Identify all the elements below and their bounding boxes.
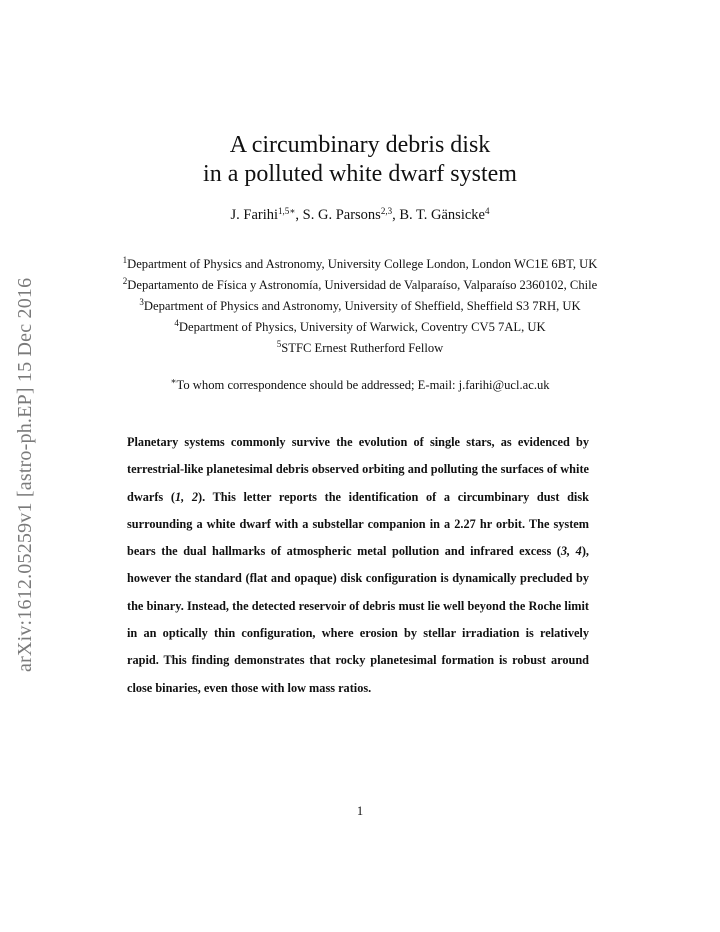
page-number: 1 [356, 804, 364, 818]
title-line-1: A circumbinary debris disk [229, 132, 491, 158]
paper-title [0, 131, 720, 189]
affiliation: $^4$Department of Physics, University of Warwick, Coventry CV5 7AL, UK [174, 318, 546, 334]
abstract: Planetary systems commonly survive the evolution of single stars, as evidenced by terrestrial-like planetesimal debris observed orbiting and polluting the surfaces of white dwarfs (1, 2). This letter reports the identification of a circumbinary dust disk surrounding a white dwarf with a substellar companion in a 2.27 hr orbit. The system bears the dual hallmarks of atmospheric metal pollution and infrared excess (3, 4), however the standard (flat and opaque) disk configuration is dynamically precluded by the binary. Instead, the detected reservoir of debris must lie well beyond the Roche limit in an optically thin configuration, where erosion by stellar irradiation is relatively rapid. This finding demonstrates that rocky planetesimal formation is robust around close binaries, even those with low mass ratios. [127, 435, 589, 695]
author: J. Farihi$^{1,5∗}$ [230, 206, 296, 223]
author: B. T. Gänsicke$^4$ [399, 206, 490, 223]
correspondence-note: ∗To whom correspondence should be addressed; E-mail: j.farihi@ucl.ac.uk [170, 376, 550, 392]
affiliation-list [0, 254, 720, 359]
title-line-2: in a polluted white dwarf system [203, 161, 517, 187]
affiliation: $^3$Department of Physics and Astronomy, University of Sheffield, Sheffield S3 7RH, UK [139, 297, 581, 313]
author-list: J. Farihi$^{1,5∗}$, S. G. Parsons$^{2,3}$, B. T. Gänsicke$^4$ [230, 206, 490, 223]
arxiv-identifier-stamp: arXiv:1612.05259v1 [astro-ph.EP] 15 Dec 2016 [14, 277, 36, 672]
affiliation: $^2$Departamento de Física y Astronomía, Universidad de Valparaíso, Valparaíso 2360102, Chile [122, 276, 598, 292]
affiliation: $^1$Department of Physics and Astronomy, University College London, London WC1E 6BT, UK [122, 255, 598, 271]
affiliation: $^5$STFC Ernest Rutherford Fellow [276, 339, 444, 355]
citation-ref: 1, 2 [174, 489, 198, 504]
author: S. G. Parsons$^{2,3}$ [302, 206, 393, 223]
citation-ref: 3, 4 [560, 544, 582, 559]
